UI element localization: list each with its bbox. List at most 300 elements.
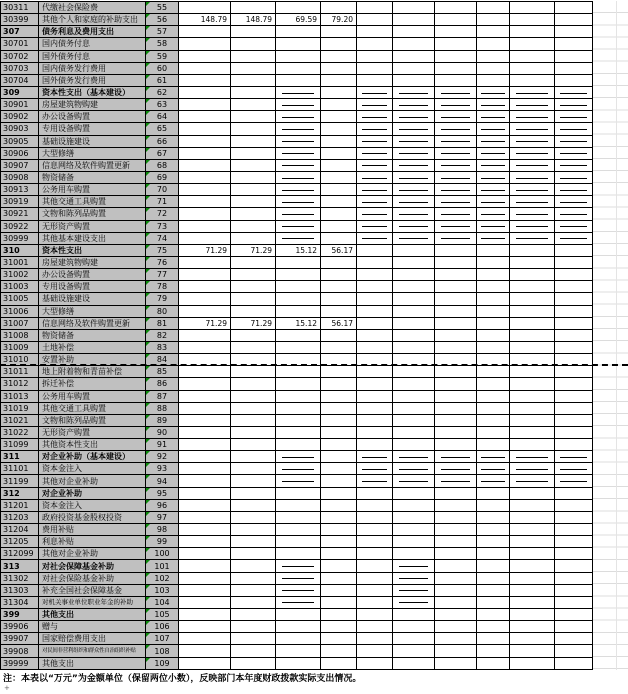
line-cell[interactable]: 56 <box>146 14 179 26</box>
data-cell[interactable] <box>276 50 321 62</box>
data-cell[interactable] <box>435 657 477 669</box>
line-cell[interactable]: 99 <box>146 536 179 548</box>
name-cell[interactable]: 基础设施建设 <box>39 293 146 305</box>
data-cell[interactable] <box>321 171 357 183</box>
data-cell[interactable] <box>510 451 555 463</box>
data-cell[interactable] <box>357 317 393 329</box>
data-cell[interactable] <box>321 609 357 621</box>
data-cell[interactable] <box>393 256 435 268</box>
data-cell[interactable] <box>357 560 393 572</box>
data-cell[interactable] <box>179 329 231 341</box>
data-cell[interactable] <box>357 305 393 317</box>
data-cell[interactable] <box>276 584 321 596</box>
data-cell[interactable] <box>555 26 593 38</box>
data-cell[interactable] <box>357 633 393 645</box>
data-cell[interactable] <box>357 414 393 426</box>
line-cell[interactable]: 64 <box>146 111 179 123</box>
data-cell[interactable] <box>555 439 593 451</box>
data-cell[interactable] <box>477 378 510 390</box>
data-cell[interactable] <box>357 487 393 499</box>
data-cell[interactable] <box>276 572 321 584</box>
data-cell[interactable] <box>231 329 276 341</box>
data-cell[interactable] <box>276 111 321 123</box>
data-cell[interactable] <box>321 560 357 572</box>
code-cell[interactable]: 39907 <box>1 633 39 645</box>
code-cell[interactable]: 311 <box>1 451 39 463</box>
data-cell[interactable] <box>321 645 357 657</box>
data-cell[interactable] <box>393 463 435 475</box>
data-cell[interactable] <box>510 317 555 329</box>
data-cell[interactable] <box>393 99 435 111</box>
data-cell[interactable] <box>276 426 321 438</box>
data-cell[interactable] <box>477 463 510 475</box>
data-cell[interactable] <box>393 293 435 305</box>
code-cell[interactable]: 312 <box>1 487 39 499</box>
data-cell[interactable] <box>510 62 555 74</box>
data-cell[interactable] <box>276 560 321 572</box>
data-cell[interactable] <box>510 208 555 220</box>
data-cell[interactable] <box>393 62 435 74</box>
data-cell[interactable] <box>357 511 393 523</box>
data-cell[interactable] <box>435 487 477 499</box>
code-cell[interactable]: 31009 <box>1 341 39 353</box>
data-cell[interactable]: 15.12 <box>276 317 321 329</box>
data-cell[interactable] <box>477 487 510 499</box>
data-cell[interactable] <box>179 208 231 220</box>
data-cell[interactable] <box>555 305 593 317</box>
data-cell[interactable] <box>393 329 435 341</box>
name-cell[interactable]: 费用补贴 <box>39 524 146 536</box>
data-cell[interactable] <box>357 548 393 560</box>
data-cell[interactable] <box>555 317 593 329</box>
data-cell[interactable] <box>231 584 276 596</box>
data-cell[interactable] <box>555 548 593 560</box>
name-cell[interactable]: 对社会保障基金补助 <box>39 560 146 572</box>
data-cell[interactable] <box>231 123 276 135</box>
data-cell[interactable] <box>510 2 555 14</box>
data-cell[interactable] <box>357 99 393 111</box>
data-cell[interactable] <box>393 220 435 232</box>
line-cell[interactable]: 91 <box>146 439 179 451</box>
data-cell[interactable] <box>321 524 357 536</box>
data-cell[interactable] <box>435 536 477 548</box>
code-cell[interactable]: 39999 <box>1 657 39 669</box>
line-cell[interactable]: 71 <box>146 196 179 208</box>
data-cell[interactable] <box>477 26 510 38</box>
data-cell[interactable] <box>231 572 276 584</box>
data-cell[interactable] <box>179 256 231 268</box>
data-cell[interactable] <box>357 341 393 353</box>
data-cell[interactable] <box>555 86 593 98</box>
code-cell[interactable]: 30701 <box>1 38 39 50</box>
data-cell[interactable] <box>477 50 510 62</box>
data-cell[interactable] <box>179 536 231 548</box>
data-cell[interactable] <box>555 50 593 62</box>
data-cell[interactable] <box>276 220 321 232</box>
data-cell[interactable] <box>510 281 555 293</box>
name-cell[interactable]: 文物和陈列品购置 <box>39 208 146 220</box>
code-cell[interactable]: 31006 <box>1 305 39 317</box>
data-cell[interactable] <box>555 111 593 123</box>
data-cell[interactable] <box>393 135 435 147</box>
data-cell[interactable] <box>321 38 357 50</box>
line-cell[interactable]: 80 <box>146 305 179 317</box>
data-cell[interactable] <box>321 621 357 633</box>
data-cell[interactable] <box>231 147 276 159</box>
data-cell[interactable] <box>276 596 321 608</box>
data-cell[interactable] <box>393 74 435 86</box>
data-cell[interactable] <box>477 256 510 268</box>
data-cell[interactable] <box>179 596 231 608</box>
name-cell[interactable]: 房屋建筑物购建 <box>39 256 146 268</box>
data-cell[interactable] <box>555 171 593 183</box>
data-cell[interactable]: 79.20 <box>321 14 357 26</box>
data-cell[interactable] <box>357 451 393 463</box>
data-cell[interactable] <box>393 426 435 438</box>
line-cell[interactable]: 63 <box>146 99 179 111</box>
data-cell[interactable] <box>393 572 435 584</box>
data-cell[interactable] <box>276 499 321 511</box>
data-cell[interactable] <box>510 463 555 475</box>
name-cell[interactable]: 信息网络及软件购置更新 <box>39 159 146 171</box>
data-cell[interactable] <box>357 281 393 293</box>
name-cell[interactable]: 物资储备 <box>39 171 146 183</box>
name-cell[interactable]: 国外债务付息 <box>39 50 146 62</box>
name-cell[interactable]: 基础设施建设 <box>39 135 146 147</box>
line-cell[interactable]: 97 <box>146 511 179 523</box>
data-cell[interactable] <box>510 657 555 669</box>
name-cell[interactable]: 无形资产购置 <box>39 426 146 438</box>
data-cell[interactable] <box>276 62 321 74</box>
name-cell[interactable]: 办公设备购置 <box>39 269 146 281</box>
data-cell[interactable] <box>357 256 393 268</box>
name-cell[interactable]: 其他对企业补助 <box>39 475 146 487</box>
data-cell[interactable] <box>555 378 593 390</box>
data-cell[interactable] <box>231 341 276 353</box>
data-cell[interactable] <box>555 633 593 645</box>
data-cell[interactable] <box>231 305 276 317</box>
data-cell[interactable] <box>357 171 393 183</box>
data-cell[interactable] <box>231 171 276 183</box>
data-cell[interactable] <box>435 293 477 305</box>
data-cell[interactable] <box>510 499 555 511</box>
data-cell[interactable] <box>231 135 276 147</box>
data-cell[interactable] <box>357 609 393 621</box>
data-cell[interactable] <box>276 184 321 196</box>
code-cell[interactable]: 39908 <box>1 645 39 657</box>
code-cell[interactable]: 30999 <box>1 232 39 244</box>
line-cell[interactable]: 65 <box>146 123 179 135</box>
data-cell[interactable] <box>393 414 435 426</box>
data-cell[interactable] <box>393 208 435 220</box>
data-cell[interactable] <box>555 341 593 353</box>
data-cell[interactable] <box>357 584 393 596</box>
data-cell[interactable] <box>179 196 231 208</box>
data-cell[interactable] <box>477 159 510 171</box>
data-cell[interactable] <box>179 572 231 584</box>
data-cell[interactable] <box>179 269 231 281</box>
code-cell[interactable]: 31002 <box>1 269 39 281</box>
name-cell[interactable]: 政府投资基金股权投资 <box>39 511 146 523</box>
data-cell[interactable] <box>435 269 477 281</box>
data-cell[interactable] <box>179 378 231 390</box>
data-cell[interactable] <box>321 256 357 268</box>
data-cell[interactable] <box>393 499 435 511</box>
data-cell[interactable] <box>321 123 357 135</box>
code-cell[interactable]: 399 <box>1 609 39 621</box>
data-cell[interactable] <box>435 256 477 268</box>
data-cell[interactable] <box>179 426 231 438</box>
code-cell[interactable]: 30913 <box>1 184 39 196</box>
data-cell[interactable] <box>357 86 393 98</box>
data-cell[interactable] <box>555 511 593 523</box>
data-cell[interactable] <box>357 439 393 451</box>
data-cell[interactable] <box>357 26 393 38</box>
code-cell[interactable]: 30703 <box>1 62 39 74</box>
data-cell[interactable] <box>555 293 593 305</box>
data-cell[interactable] <box>555 74 593 86</box>
data-cell[interactable]: 71.29 <box>179 244 231 256</box>
name-cell[interactable]: 拆迁补偿 <box>39 378 146 390</box>
data-cell[interactable] <box>393 633 435 645</box>
data-cell[interactable] <box>435 2 477 14</box>
data-cell[interactable] <box>179 487 231 499</box>
data-cell[interactable] <box>555 560 593 572</box>
data-cell[interactable] <box>179 2 231 14</box>
data-cell[interactable] <box>555 390 593 402</box>
line-cell[interactable]: 106 <box>146 621 179 633</box>
data-cell[interactable] <box>276 293 321 305</box>
data-cell[interactable] <box>231 111 276 123</box>
data-cell[interactable] <box>435 38 477 50</box>
data-cell[interactable] <box>179 86 231 98</box>
code-cell[interactable]: 31012 <box>1 378 39 390</box>
data-cell[interactable] <box>393 244 435 256</box>
name-cell[interactable]: 国外债务发行费用 <box>39 74 146 86</box>
data-cell[interactable] <box>510 609 555 621</box>
name-cell[interactable]: 其他交通工具购置 <box>39 196 146 208</box>
data-cell[interactable] <box>179 402 231 414</box>
data-cell[interactable] <box>231 366 276 378</box>
data-cell[interactable] <box>510 171 555 183</box>
data-cell[interactable] <box>231 548 276 560</box>
data-cell[interactable] <box>321 414 357 426</box>
data-cell[interactable] <box>321 281 357 293</box>
code-cell[interactable]: 30919 <box>1 196 39 208</box>
code-cell[interactable]: 310 <box>1 244 39 256</box>
data-cell[interactable] <box>510 390 555 402</box>
data-cell[interactable] <box>477 62 510 74</box>
data-cell[interactable] <box>231 426 276 438</box>
data-cell[interactable] <box>231 439 276 451</box>
line-cell[interactable]: 86 <box>146 378 179 390</box>
data-cell[interactable] <box>321 378 357 390</box>
data-cell[interactable] <box>393 390 435 402</box>
data-cell[interactable] <box>357 184 393 196</box>
data-cell[interactable] <box>357 463 393 475</box>
data-cell[interactable] <box>357 366 393 378</box>
code-cell[interactable]: 30902 <box>1 111 39 123</box>
data-cell[interactable]: 148.79 <box>231 14 276 26</box>
line-cell[interactable]: 62 <box>146 86 179 98</box>
line-cell[interactable]: 84 <box>146 354 179 366</box>
name-cell[interactable]: 补充全国社会保障基金 <box>39 584 146 596</box>
line-cell[interactable]: 61 <box>146 74 179 86</box>
data-cell[interactable] <box>555 135 593 147</box>
data-cell[interactable] <box>477 524 510 536</box>
data-cell[interactable] <box>510 135 555 147</box>
data-cell[interactable] <box>276 524 321 536</box>
name-cell[interactable]: 资本金注入 <box>39 499 146 511</box>
data-cell[interactable] <box>179 123 231 135</box>
data-cell[interactable] <box>477 645 510 657</box>
data-cell[interactable] <box>555 645 593 657</box>
name-cell[interactable]: 债务利息及费用支出 <box>39 26 146 38</box>
data-cell[interactable] <box>435 390 477 402</box>
data-cell[interactable] <box>321 402 357 414</box>
data-cell[interactable] <box>510 99 555 111</box>
data-cell[interactable] <box>435 366 477 378</box>
data-cell[interactable] <box>357 475 393 487</box>
data-cell[interactable] <box>179 366 231 378</box>
data-cell[interactable] <box>477 572 510 584</box>
data-cell[interactable] <box>510 439 555 451</box>
code-cell[interactable]: 30399 <box>1 14 39 26</box>
data-cell[interactable] <box>276 281 321 293</box>
data-cell[interactable] <box>435 378 477 390</box>
data-cell[interactable] <box>477 244 510 256</box>
data-cell[interactable] <box>321 62 357 74</box>
data-cell[interactable] <box>321 463 357 475</box>
data-cell[interactable] <box>357 402 393 414</box>
data-cell[interactable] <box>435 14 477 26</box>
line-cell[interactable]: 96 <box>146 499 179 511</box>
code-cell[interactable]: 30905 <box>1 135 39 147</box>
data-cell[interactable] <box>435 451 477 463</box>
name-cell[interactable]: 资本性支出（基本建设） <box>39 86 146 98</box>
data-cell[interactable] <box>510 269 555 281</box>
data-cell[interactable] <box>510 426 555 438</box>
data-cell[interactable] <box>477 123 510 135</box>
code-cell[interactable]: 31302 <box>1 572 39 584</box>
data-cell[interactable] <box>477 329 510 341</box>
data-cell[interactable] <box>179 390 231 402</box>
code-cell[interactable]: 312099 <box>1 548 39 560</box>
line-cell[interactable]: 72 <box>146 208 179 220</box>
data-cell[interactable] <box>555 475 593 487</box>
data-cell[interactable] <box>179 38 231 50</box>
name-cell[interactable]: 其他个人和家庭的补助支出 <box>39 14 146 26</box>
data-cell[interactable] <box>231 281 276 293</box>
data-cell[interactable] <box>435 208 477 220</box>
code-cell[interactable]: 31019 <box>1 402 39 414</box>
code-cell[interactable]: 30908 <box>1 171 39 183</box>
data-cell[interactable] <box>357 220 393 232</box>
line-cell[interactable]: 59 <box>146 50 179 62</box>
data-cell[interactable] <box>393 609 435 621</box>
data-cell[interactable] <box>393 439 435 451</box>
data-cell[interactable] <box>477 317 510 329</box>
data-cell[interactable] <box>179 511 231 523</box>
page-break-line[interactable] <box>0 364 628 366</box>
line-cell[interactable]: 104 <box>146 596 179 608</box>
data-cell[interactable] <box>555 463 593 475</box>
data-cell[interactable] <box>435 475 477 487</box>
data-cell[interactable] <box>321 548 357 560</box>
code-cell[interactable]: 39906 <box>1 621 39 633</box>
name-cell[interactable]: 利息补贴 <box>39 536 146 548</box>
data-cell[interactable] <box>321 451 357 463</box>
data-cell[interactable] <box>393 645 435 657</box>
data-cell[interactable] <box>357 62 393 74</box>
data-cell[interactable] <box>231 74 276 86</box>
code-cell[interactable]: 30907 <box>1 159 39 171</box>
data-cell[interactable] <box>179 26 231 38</box>
data-cell[interactable]: 69.59 <box>276 14 321 26</box>
data-cell[interactable] <box>477 609 510 621</box>
data-cell[interactable] <box>276 439 321 451</box>
data-cell[interactable] <box>321 208 357 220</box>
data-cell[interactable] <box>321 584 357 596</box>
data-cell[interactable] <box>321 147 357 159</box>
data-cell[interactable] <box>179 99 231 111</box>
data-cell[interactable] <box>231 50 276 62</box>
data-cell[interactable] <box>276 147 321 159</box>
line-cell[interactable]: 60 <box>146 62 179 74</box>
line-cell[interactable]: 100 <box>146 548 179 560</box>
code-cell[interactable]: 31013 <box>1 390 39 402</box>
data-cell[interactable] <box>510 305 555 317</box>
data-cell[interactable] <box>276 99 321 111</box>
data-cell[interactable] <box>435 596 477 608</box>
code-cell[interactable]: 31003 <box>1 281 39 293</box>
data-cell[interactable] <box>231 159 276 171</box>
data-cell[interactable] <box>555 657 593 669</box>
data-cell[interactable] <box>231 196 276 208</box>
data-cell[interactable] <box>435 196 477 208</box>
data-cell[interactable] <box>510 596 555 608</box>
data-cell[interactable] <box>179 135 231 147</box>
data-cell[interactable] <box>321 511 357 523</box>
data-cell[interactable] <box>393 171 435 183</box>
data-cell[interactable] <box>435 244 477 256</box>
data-cell[interactable] <box>321 196 357 208</box>
data-cell[interactable] <box>357 196 393 208</box>
data-cell[interactable] <box>321 135 357 147</box>
data-cell[interactable] <box>393 511 435 523</box>
data-cell[interactable] <box>435 511 477 523</box>
data-cell[interactable] <box>510 378 555 390</box>
data-cell[interactable] <box>510 184 555 196</box>
data-cell[interactable] <box>357 499 393 511</box>
line-cell[interactable]: 109 <box>146 657 179 669</box>
data-cell[interactable] <box>321 159 357 171</box>
name-cell[interactable]: 对社会保险基金补助 <box>39 572 146 584</box>
data-cell[interactable] <box>321 111 357 123</box>
data-cell[interactable] <box>435 99 477 111</box>
code-cell[interactable]: 31021 <box>1 414 39 426</box>
data-cell[interactable] <box>231 621 276 633</box>
line-cell[interactable]: 88 <box>146 402 179 414</box>
code-cell[interactable]: 30921 <box>1 208 39 220</box>
data-cell[interactable] <box>179 159 231 171</box>
code-cell[interactable]: 31007 <box>1 317 39 329</box>
data-cell[interactable] <box>435 184 477 196</box>
code-cell[interactable]: 31101 <box>1 463 39 475</box>
data-cell[interactable] <box>231 378 276 390</box>
line-cell[interactable]: 93 <box>146 463 179 475</box>
data-cell[interactable] <box>555 2 593 14</box>
